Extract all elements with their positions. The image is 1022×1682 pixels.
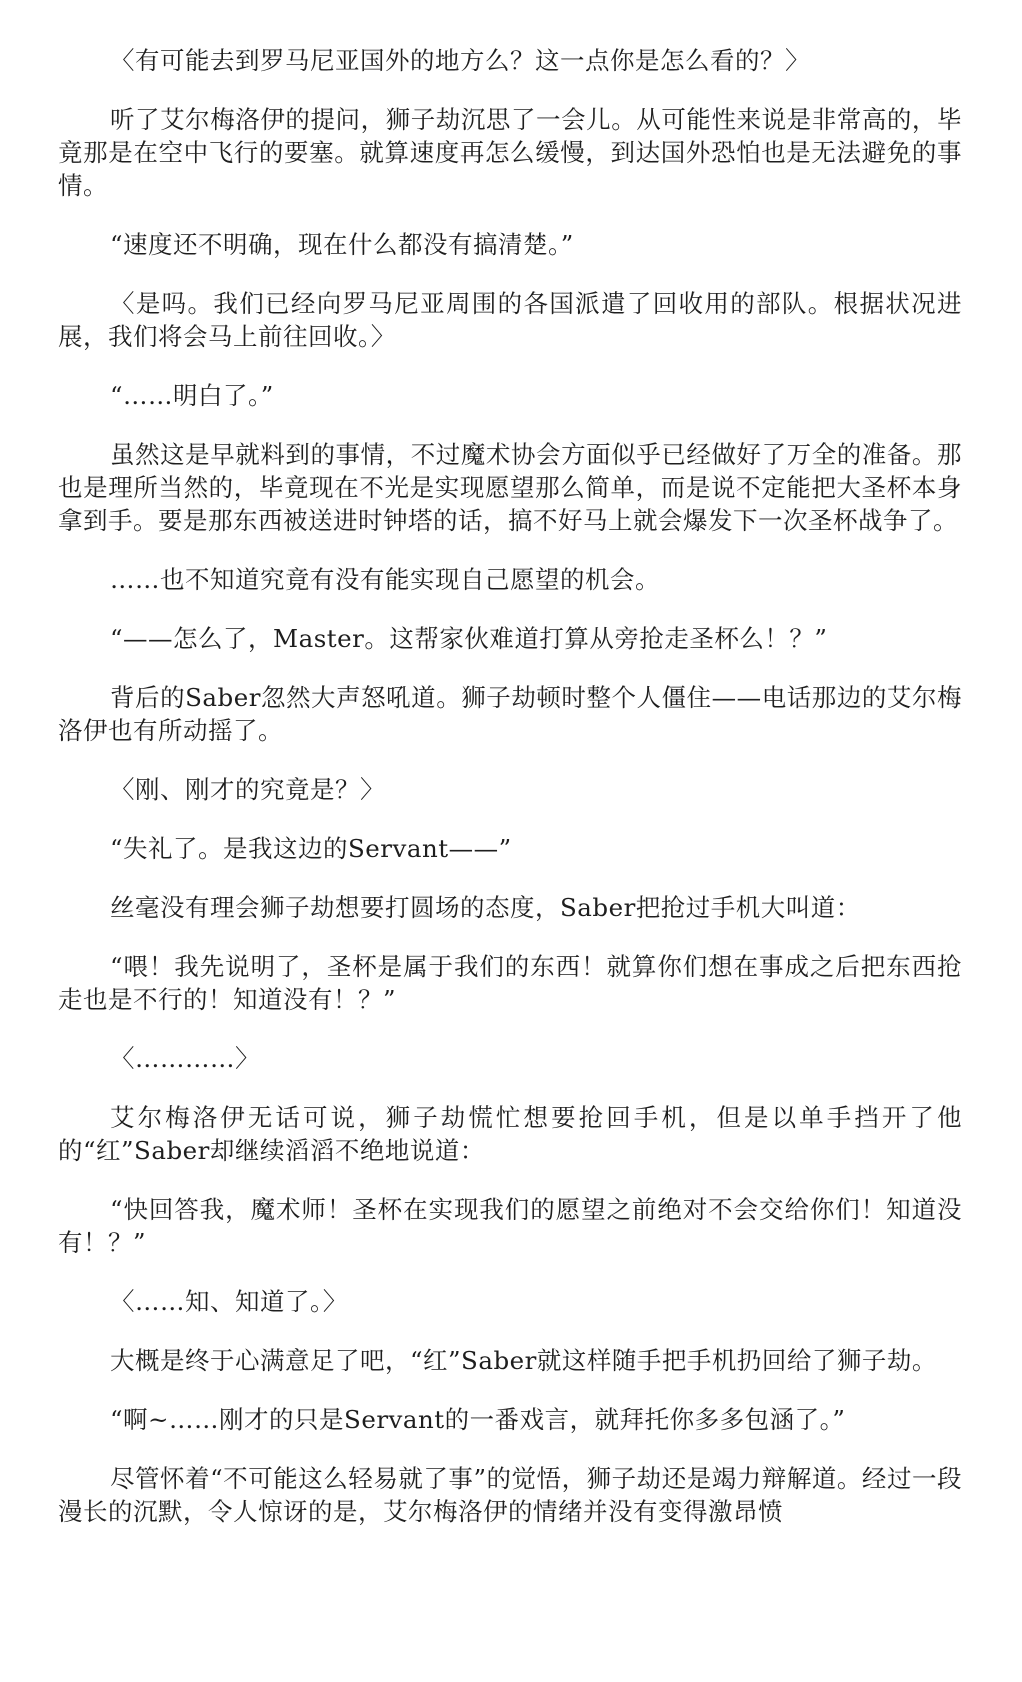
paragraph: 背后的Saber忽然大声怒吼道。狮子劫顿时整个人僵住——电话那边的艾尔梅洛伊也有所动摇了。 [58,683,962,745]
paragraph: “……明白了。” [110,381,274,410]
paragraph: 〈是吗。我们已经向罗马尼亚周围的各国派遣了回收用的部队。根据状况进展，我们将会马上前往回收。〉 [58,289,962,351]
paragraph: “——怎么了，Master。这帮家伙难道打算从旁抢走圣杯么！？” [110,624,828,653]
paragraph: “喂！我先说明了，圣杯是属于我们的东西！就算你们想在事成之后把东西抢走也是不行的！知道没有！？” [58,952,962,1014]
paragraph: 大概是终于心满意足了吧，“红”Saber就这样随手把手机扔回给了狮子劫。 [110,1346,937,1375]
novel-page [58,44,962,1554]
paragraph: “失礼了。是我这边的Servant——” [110,834,512,863]
paragraph: 〈刚、刚才的究竟是？〉 [110,775,385,804]
paragraph: 艾尔梅洛伊无话可说，狮子劫慌忙想要抢回手机，但是以单手挡开了他的“红”Saber却继续滔滔不绝地说道： [58,1103,962,1165]
paragraph: 〈…………〉 [110,1044,260,1073]
paragraph: “快回答我，魔术师！圣杯在实现我们的愿望之前绝对不会交给你们！知道没有！？” [58,1195,962,1257]
paragraph: 丝毫没有理会狮子劫想要打圆场的态度，Saber把抢过手机大叫道： [110,893,861,922]
paragraph: 听了艾尔梅洛伊的提问，狮子劫沉思了一会儿。从可能性来说是非常高的，毕竟那是在空中飞行的要塞。就算速度再怎么缓慢，到达国外恐怕也是无法避免的事情。 [58,105,962,200]
paragraph: “速度还不明确，现在什么都没有搞清楚。” [110,230,574,259]
paragraph: 虽然这是早就料到的事情，不过魔术协会方面似乎已经做好了万全的准备。那也是理所当然的，毕竟现在不光是实现愿望那么简单，而是说不定能把大圣杯本身拿到手。要是那东西被送进时钟塔的话，搞不好马上就会爆发下一次圣杯战争了。 [58,440,962,535]
paragraph: 尽管怀着“不可能这么轻易就了事”的觉悟，狮子劫还是竭力辩解道。经过一段漫长的沉默，令人惊讶的是，艾尔梅洛伊的情绪并没有变得激昂愤 [58,1464,962,1526]
paragraph: 〈有可能去到罗马尼亚国外的地方么？这一点你是怎么看的？〉 [110,46,810,75]
paragraph: 〈……知、知道了。〉 [110,1287,348,1316]
paragraph: ……也不知道究竟有没有能实现自己愿望的机会。 [110,565,660,594]
paragraph: “啊~……刚才的只是Servant的一番戏言，就拜托你多多包涵了。” [110,1405,846,1434]
